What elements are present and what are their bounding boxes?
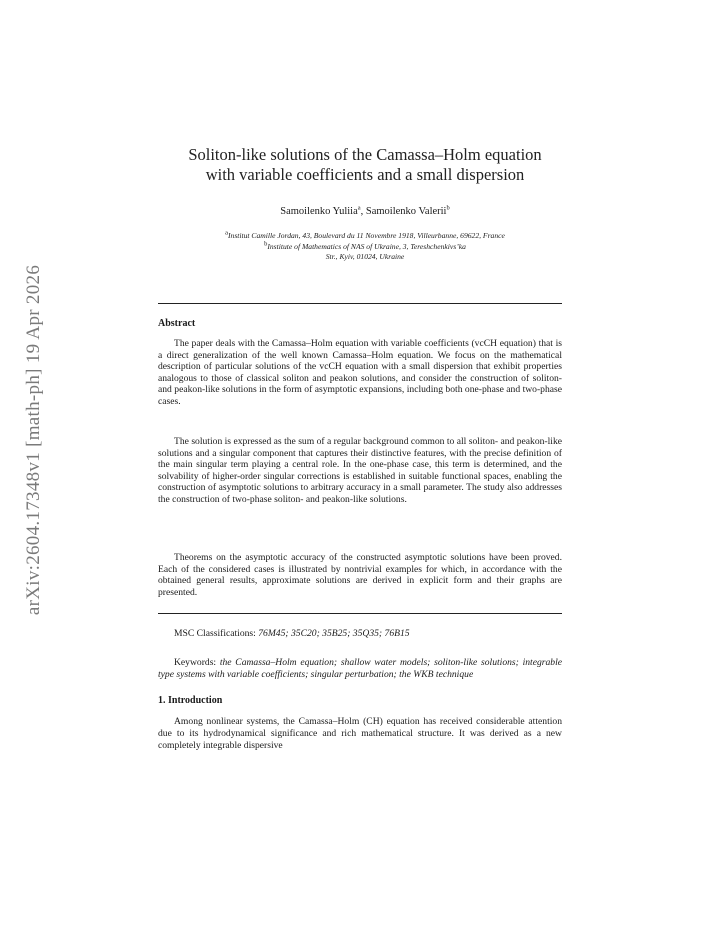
affiliation-b — [140, 239, 590, 253]
author-list — [120, 205, 610, 219]
keywords — [158, 657, 562, 681]
author-2-affil-mark: b — [446, 204, 450, 212]
abstract-paragraph-3: Theorems on the asymptotic accuracy of the constructed asymptotic solutions have been proved. Each of the considered cases is illustrated by nontrivial examples for which, in accordance with the obtained general results, approximate solutions are derived in explicit form and their graphs are presented. — [158, 552, 562, 598]
msc-label: MSC Classifications: — [174, 628, 259, 639]
author-separator: , — [360, 206, 366, 217]
affiliation-a — [140, 231, 590, 242]
author-1: Samoilenko Yuliia — [280, 206, 358, 217]
affiliation-b-mark: b — [264, 239, 268, 247]
keywords-label: Keywords: — [174, 657, 220, 668]
author-2: Samoilenko Valerii — [365, 206, 447, 217]
affiliation-b-line-2: Str., Kyiv, 01024, Ukraine — [325, 252, 405, 261]
affiliation-a-text: Institut Camille Jordan, 43, Boulevard du 11 Novembre 1918, Villeurbanne, 69622, France — [228, 231, 505, 240]
title-line-2: with variable coefficients and a small dispersion — [205, 165, 525, 184]
msc-classifications — [158, 628, 562, 640]
affiliations — [140, 231, 590, 263]
title-line-1: Soliton-like solutions of the Camassa–Holm equation — [188, 145, 542, 164]
abstract-heading: Abstract — [158, 318, 196, 329]
abstract-bottom-rule — [158, 613, 562, 614]
paper-title — [120, 145, 610, 185]
keywords-text: the Camassa–Holm equation; shallow water models; soliton-like solutions; integrable type systems with variable coefficients; singular perturbation; the WKB technique — [158, 657, 563, 680]
abstract-paragraph-2: The solution is expressed as the sum of a regular background common to all soliton- and peakon-like solutions and a singular component that captures their distinctive features, with the precise definition of the main singular term playing a central role. In the one-phase case, this term is determined, and the solvability of higher-order singular corrections is established in suitable functional spaces, enabling the construction of asymptotic solutions to arbitrary accuracy in a small parameter. The study also addresses the construction of two-phase soliton- and peakon-like solutions. — [158, 436, 562, 505]
section-heading-introduction: 1. Introduction — [158, 695, 223, 706]
arxiv-identifier: arXiv:2604.17348v1 [math-ph] 19 Apr 2026 — [23, 264, 44, 616]
abstract-top-rule — [158, 303, 562, 304]
affiliation-b-line-1: Institute of Mathematics of NAS of Ukraine, 3, Tereshchenkivs’ka — [267, 241, 466, 251]
introduction-paragraph: Among nonlinear systems, the Camassa–Holm (CH) equation has received considerable attention due to its hydrodynamical significance and rich mathematical structure. It was derived as a new completely integrable dispersive — [158, 716, 562, 751]
msc-codes: 76M45; 35C20; 35B25; 35Q35; 76B15 — [258, 628, 410, 639]
affiliation-a-mark: a — [225, 229, 229, 237]
author-1-affil-mark: a — [357, 204, 361, 212]
abstract-paragraph-1: The paper deals with the Camassa–Holm equation with variable coefficients (vcCH equation) that is a direct generalization of the well known Camassa–Holm equation. We focus on the mathematical description of particular solutions of the vcCH equation with a small dispersion that exhibit properties analogous to those of classical soliton and peakon solutions, and consider the construction of soliton- and peakon-like solutions in the form of asymptotic expansions, including both one-phase and two-phase cases. — [158, 338, 562, 407]
